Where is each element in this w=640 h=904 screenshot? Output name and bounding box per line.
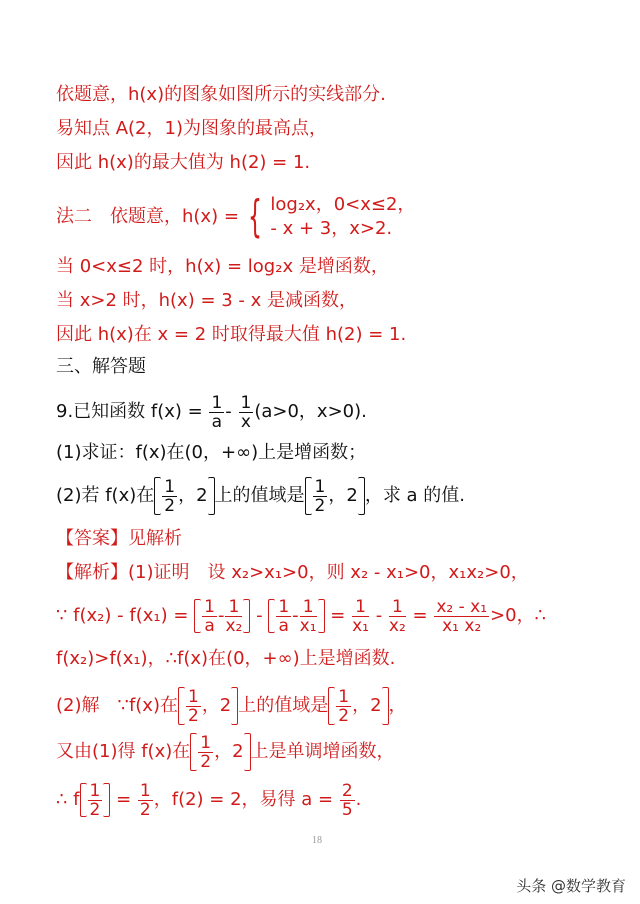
paren-left-1	[194, 599, 201, 633]
text-line-2: 易知点 A(2，1)为图象的最高点，	[56, 118, 327, 139]
part-2-text-d: ，2	[328, 485, 358, 506]
bracket-left-2	[305, 477, 312, 515]
problem-9-part-1: (1)求证：f(x)在(0，+∞)上是增函数；	[56, 442, 367, 463]
frac-half-b: $\frac{1}{2}$	[338, 686, 350, 726]
section-heading: 三、解答题	[56, 356, 146, 377]
answer-label: 【答案】见解析	[56, 528, 182, 549]
frac-1x2: $\frac{1}{\text{x₂}}$	[225, 596, 243, 636]
analysis-6-text-c: ，f(2) = 2，易得 a =	[153, 789, 334, 810]
frac-half-c: $\frac{1}{2}$	[200, 732, 212, 772]
paren-left-2	[268, 599, 275, 633]
bracket-e	[190, 733, 197, 771]
analysis-line-5	[56, 732, 395, 772]
text-line-3: 因此 h(x)的最大值为 h(2) = 1.	[56, 152, 311, 173]
analysis-5-text-c: 上是单调增函数，	[250, 741, 395, 762]
bracket-right	[208, 477, 215, 515]
bracket-c	[328, 687, 335, 725]
frac-half-e: $\frac{1}{2}$	[139, 780, 151, 820]
part-2-text-c: 上的值域是	[214, 485, 305, 506]
analysis-6-text-b: =	[116, 789, 132, 810]
analysis-5-text-b: ，2	[214, 741, 244, 762]
analysis-4-text-d: ，2	[352, 695, 382, 716]
fraction-1-over-2-b: $\frac{1}{2}$	[314, 476, 326, 516]
frac-half-d: $\frac{1}{2}$	[89, 780, 101, 820]
watermark: 头条 @数学教育	[516, 877, 626, 895]
analysis-4-text-b: ，2	[201, 695, 232, 716]
frac-1x1: $\frac{1}{\text{x₁}}$	[299, 596, 317, 636]
part-2-text-a: (2)若 f(x)在	[56, 485, 155, 506]
fraction-1-over-2: $\frac{1}{2}$	[164, 476, 176, 516]
frac-1a: $\frac{1}{a}$	[204, 596, 215, 636]
paren-h	[103, 783, 110, 817]
analysis-2-text-a: ∵ f(x₂) - f(x₁) =	[56, 605, 189, 626]
case-2: - x + 3，x>2.	[270, 218, 393, 239]
frac-1x2-b: $\frac{1}{\text{x₂}}$	[388, 596, 406, 636]
analysis-line-3: f(x₂)>f(x₁)，∴f(x)在(0，+∞)上是增函数.	[56, 648, 396, 669]
frac-two-fifths: $\frac{2}{5}$	[341, 780, 353, 820]
bracket-right-2	[358, 477, 365, 515]
analysis-4-text-c: 上的值域是	[238, 695, 329, 716]
left-brace: {	[247, 191, 262, 242]
analysis-2-text-b: >0，∴	[490, 605, 547, 626]
bracket-a	[178, 687, 185, 725]
bracket-left	[154, 477, 161, 515]
text-line-1: 依题意，h(x)的图象如图所示的实线部分.	[56, 84, 386, 105]
analysis-6-text-a: ∴ f	[56, 789, 80, 810]
problem-9-part-2	[56, 476, 465, 516]
frac-1a-b: $\frac{1}{a}$	[278, 596, 290, 636]
problem-9-text-a: 9.已知函数 f(x) =	[56, 401, 203, 422]
analysis-line-4	[56, 686, 407, 726]
paren-right-1	[243, 599, 250, 633]
problem-9: 9.已知函数 f(x) = $\frac{1}{a}$ - $\frac{1}{x}$ (a>0，x>0).	[56, 392, 367, 432]
analysis-4-text-e: ，	[388, 695, 407, 716]
text-line-6: 当 x>2 时，h(x) = 3 - x 是减函数，	[56, 290, 358, 311]
fraction-1-over-x: $\frac{1}{x}$	[240, 392, 252, 432]
part-2-text-e: ，求 a 的值.	[364, 485, 466, 506]
bracket-f	[244, 733, 251, 771]
part-2-text-b: ，2	[178, 485, 208, 506]
frac-diff: $\frac{\text{x₂ - x₁}}{\text{x₁ x₂}}$	[436, 596, 488, 636]
frac-half-a: $\frac{1}{2}$	[187, 686, 199, 726]
analysis-4-text-a: (2)解 ∵f(x)在	[56, 695, 178, 716]
analysis-5-text-a: 又由(1)得 f(x)在	[56, 741, 191, 762]
text-line-4-piecewise	[56, 193, 415, 241]
problem-9-text-b: (a>0，x>0).	[254, 401, 367, 422]
text-line-7: 因此 h(x)在 x = 2 时取得最大值 h(2) = 1.	[56, 324, 407, 345]
frac-1x1-b: $\frac{1}{\text{x₁}}$	[352, 596, 369, 636]
case-1: log₂x，0<x≤2，	[270, 194, 416, 215]
piecewise-cases	[270, 193, 415, 241]
text-line-5: 当 0<x≤2 时，h(x) = log₂x 是增函数，	[56, 256, 389, 277]
analysis-6-text-d: .	[355, 789, 362, 810]
paren-g	[80, 783, 87, 817]
analysis-line-2: ∵ f(x₂) - f(x₁) = $\frac{1}{a}$ - $\frac{1}{\text{x₂}}$ - $\frac{1}{a}$ - $\frac{1}{\text{x₁}}$ = $\frac{1}{\text{x₁}}$ - $\frac{1}{\text{x₂}}$ = $\frac{\text{x₂ - x₁}}{\text{x₁ x₂}}$ >0，∴	[56, 596, 547, 636]
page-number: 18	[312, 835, 322, 846]
paren-right-2	[318, 599, 325, 633]
analysis-line-6	[56, 780, 361, 820]
bracket-d	[382, 687, 389, 725]
fraction-1-over-a: $\frac{1}{a}$	[211, 392, 223, 432]
piecewise-prefix: 法二 依题意，h(x) =	[56, 206, 239, 227]
analysis-line-1: 【解析】(1)证明 设 x₂>x₁>0，则 x₂ - x₁>0，x₁x₂>0，	[56, 562, 529, 583]
